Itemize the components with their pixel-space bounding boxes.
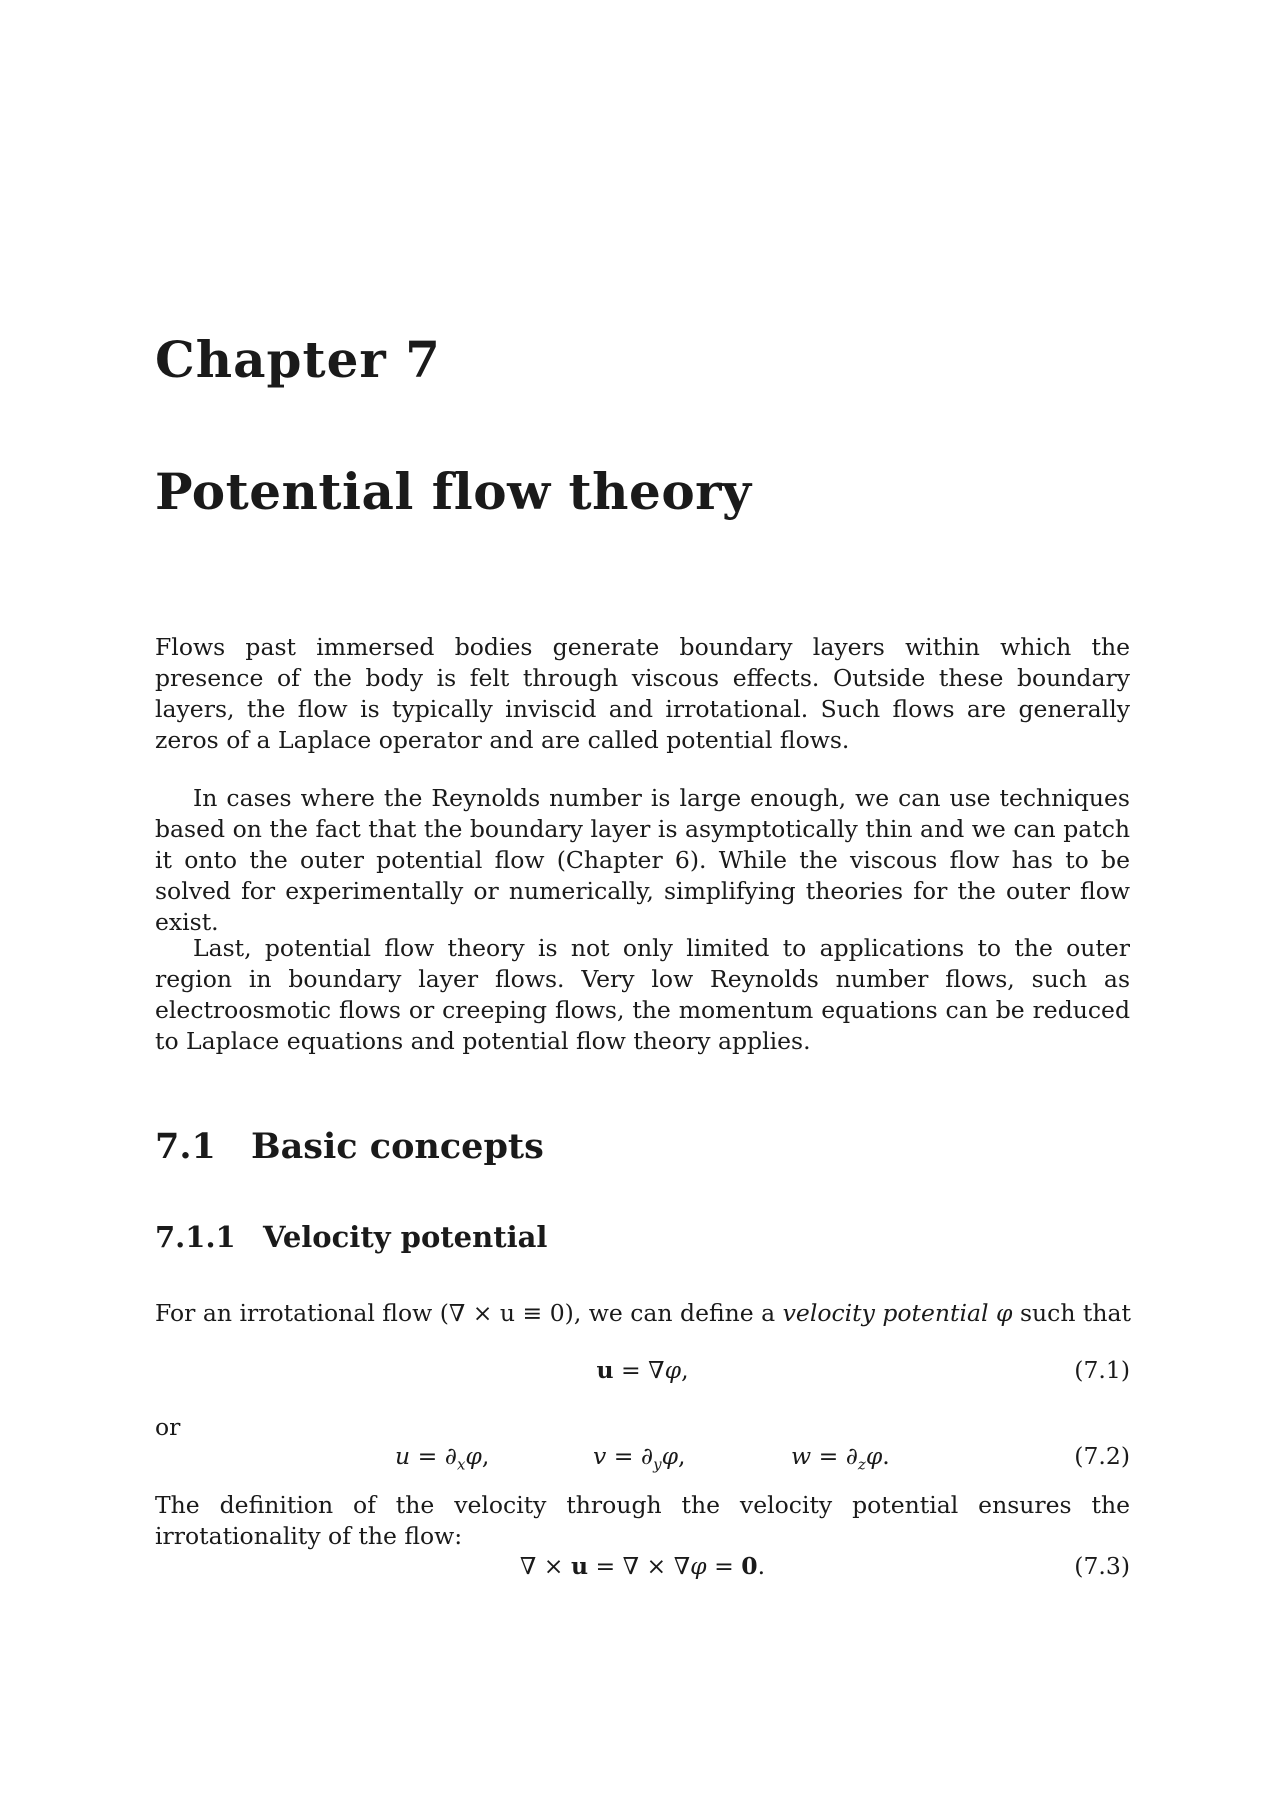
subsection-number: 7.1.1 — [155, 1220, 236, 1254]
equation-7-3-body: ∇ × u = ∇ × ∇φ = 0. — [519, 1552, 766, 1580]
chapter-label: Chapter 7 — [155, 330, 441, 389]
paragraph-3: Last, potential flow theory is not only limited to applications to the outer region in boundary layer flows. Very low Reynolds number flows, such as electroosmotic flows or creeping flows, the momentum equations can be reduced to Laplace equations and potential flow theory applies. — [155, 934, 1130, 1055]
subsection-title: Velocity potential — [263, 1220, 548, 1254]
velocity-potential-intro: For an irrotational flow (∇ × u ≡ 0), we can define a velocity potential φ such that — [155, 1299, 1131, 1327]
section-title: Basic concepts — [251, 1126, 544, 1167]
equation-7-1-body: u = ∇φ, — [596, 1356, 689, 1384]
equation-7-1-number: (7.1) — [1074, 1356, 1130, 1384]
equation-7-2-number: (7.2) — [1074, 1442, 1130, 1470]
paragraph-1: Flows past immersed bodies generate boundary layers within which the presence of the body is felt through viscous effects. Outside these boundary layers, the flow is typically inviscid and irrotational. Such flows are generally zeros of a Laplace operator and are called potential flows. — [155, 633, 1130, 754]
paragraph-2: In cases where the Reynolds number is large enough, we can use techniques based on the fact that the boundary layer is asymptotically thin and we can patch it onto the outer potential flow (Chapter 6). While the viscous flow has to be solved for experimentally or numerically, simplifying theories for the outer flow exist. — [155, 784, 1130, 936]
section-heading — [155, 1126, 544, 1167]
equation-7-3-number: (7.3) — [1074, 1552, 1130, 1580]
equation-7-2-u: $u = \partial_x\varphi$, — [395, 1442, 490, 1474]
equation-7-3 — [155, 1552, 1130, 1586]
equation-7-2-w: $w = \partial_z\varphi$. — [791, 1442, 890, 1474]
irrotational-condition: ∇ × u ≡ 0 — [448, 1299, 565, 1327]
equation-7-2 — [155, 1442, 1130, 1476]
phi-symbol: φ — [996, 1299, 1013, 1327]
or-text: or — [155, 1413, 181, 1441]
equation-7-1 — [155, 1356, 1130, 1390]
equation-7-2-v: $v = \partial_y\varphi$, — [593, 1442, 686, 1474]
section-number: 7.1 — [155, 1126, 216, 1167]
definition-text: The definition of the velocity through the velocity potential ensures the irrotationality of the flow: — [155, 1491, 1130, 1550]
subsection-heading — [155, 1220, 547, 1254]
chapter-title: Potential flow theory — [155, 462, 752, 521]
velocity-potential-term: velocity potential — [782, 1299, 989, 1327]
